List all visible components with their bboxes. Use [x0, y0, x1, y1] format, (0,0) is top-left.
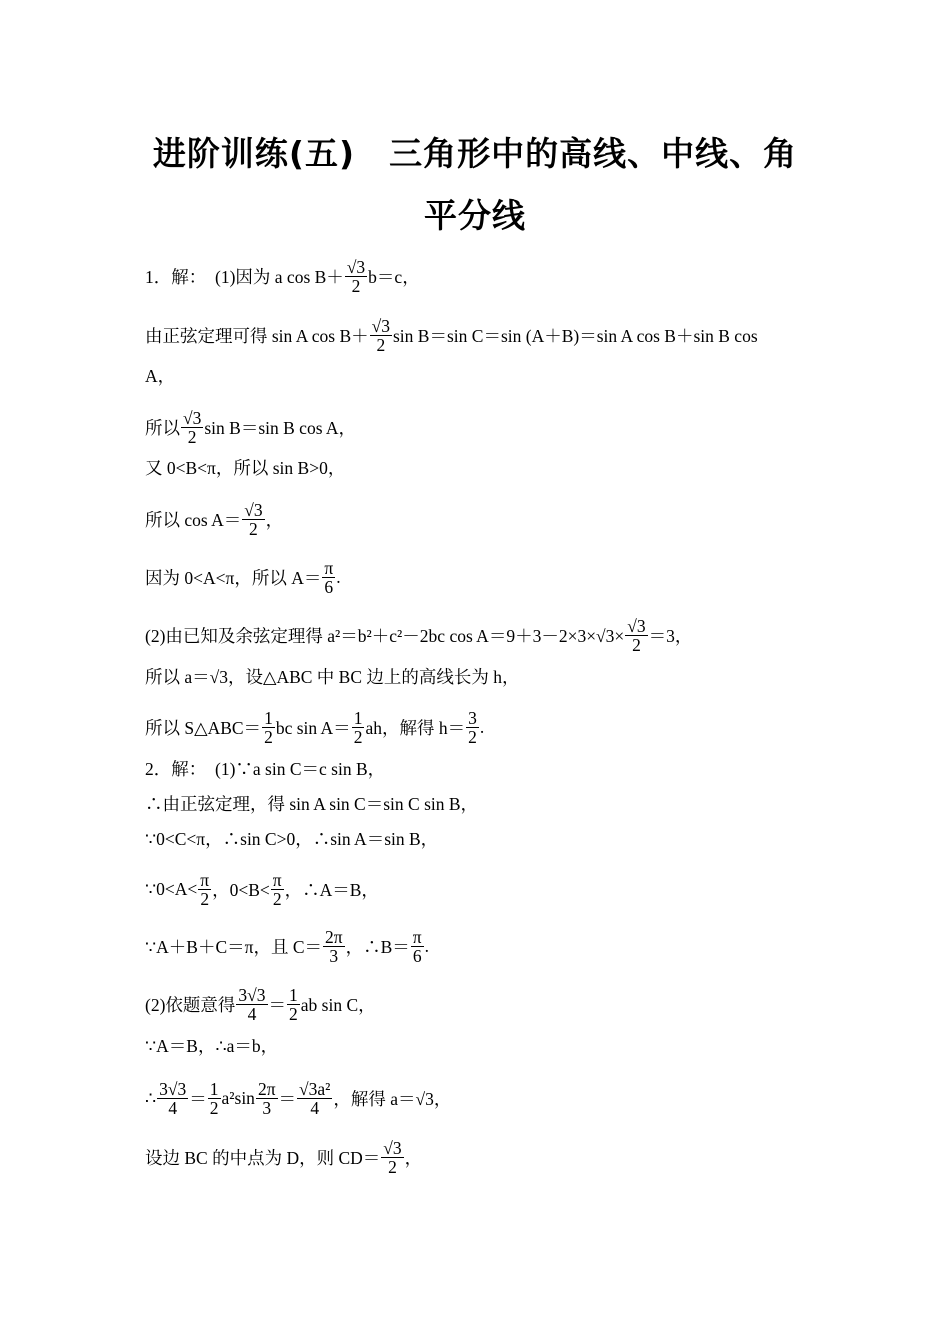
- line-text: sin B＝sin B cos A，: [204, 418, 357, 439]
- fraction-numerator: 1: [209, 1079, 219, 1099]
- fraction-denominator: 2: [632, 635, 641, 656]
- fraction-numerator: √3a²: [299, 1079, 331, 1099]
- fraction-denominator: 2: [249, 519, 258, 540]
- fraction: [345, 258, 367, 296]
- fraction-numerator: 3√3: [159, 1079, 187, 1099]
- fraction: [352, 709, 365, 747]
- line-text: ＝3，: [648, 626, 693, 647]
- fraction-numerator: √3: [244, 500, 263, 520]
- fraction: [242, 501, 264, 539]
- fraction: [625, 617, 647, 655]
- line-text: .: [479, 717, 485, 738]
- fraction: [236, 986, 267, 1024]
- solution-line: [145, 501, 810, 539]
- solution-line: [145, 826, 810, 851]
- fraction-denominator: 2: [468, 727, 477, 748]
- line-text: ∴: [145, 1088, 157, 1109]
- solution-line: [145, 986, 810, 1024]
- fraction-denominator: 2: [289, 1004, 298, 1025]
- line-text: ∴由正弦定理，得 sin A sin C＝sin C sin B，: [145, 794, 479, 814]
- fraction: [411, 928, 424, 966]
- fraction-numerator: 2π: [325, 927, 343, 947]
- fraction: [181, 409, 203, 447]
- line-text: ah，解得 h＝: [365, 718, 466, 739]
- fraction-numerator: 1: [353, 708, 363, 728]
- line-text: ，∴A＝B，: [284, 880, 379, 901]
- line-text: a²sin: [221, 1088, 255, 1109]
- line-text: ，∴B＝: [345, 937, 410, 958]
- fraction: [256, 1080, 278, 1118]
- line-text: ，: [265, 510, 284, 531]
- fraction-denominator: 2: [351, 276, 361, 297]
- line-text: ＝: [278, 1089, 297, 1110]
- line-text: ab sin C，: [300, 995, 376, 1016]
- fraction-numerator: 2π: [257, 1079, 276, 1099]
- fraction-numerator: √3: [383, 1138, 402, 1158]
- line-text: ＝: [268, 995, 287, 1016]
- solution-line: [145, 363, 810, 388]
- line-text: 因为 0<A<π，所以 A＝: [145, 568, 322, 589]
- line-text: ，解得 a＝√3，: [333, 1089, 452, 1110]
- fraction: [466, 709, 479, 747]
- line-text: (2)由已知及余弦定理得 a²＝b²＋c²－2bc cos A＝9＋3－2×3×√3×: [145, 626, 625, 647]
- line-text: ∵0<C<π，∴sin C>0，∴sin A＝sin B，: [145, 829, 439, 849]
- solution-line: [145, 1139, 810, 1177]
- fraction-numerator: 3: [468, 708, 477, 728]
- fraction: [297, 1080, 332, 1118]
- line-text: ，0<B<: [212, 880, 270, 901]
- fraction-numerator: 1: [289, 985, 298, 1005]
- solution-line: [145, 455, 810, 480]
- fraction-numerator: √3: [183, 408, 202, 428]
- solution-line: [145, 317, 810, 355]
- solution-line: [145, 871, 810, 909]
- solution-line: [145, 617, 810, 655]
- fraction-denominator: 4: [168, 1098, 178, 1119]
- line-text: 2．解： (1)∵a sin C＝c sin B，: [145, 759, 386, 779]
- fraction-numerator: π: [412, 927, 422, 947]
- fraction-numerator: π: [272, 870, 282, 890]
- fraction: [262, 709, 275, 747]
- fraction-denominator: 4: [247, 1004, 257, 1025]
- line-text: ∵0<A<: [145, 879, 198, 900]
- line-text: .: [424, 936, 429, 957]
- line-text: ∵A＋B＋C＝π，且 C＝: [145, 937, 322, 958]
- solution-line: [145, 756, 810, 781]
- solution-line: [145, 1033, 810, 1058]
- fraction-numerator: π: [200, 870, 210, 890]
- fraction: [381, 1139, 403, 1177]
- fraction-denominator: 2: [200, 889, 210, 910]
- page-title-line2: 平分线: [424, 196, 526, 235]
- line-text: ，: [404, 1148, 423, 1169]
- fraction-denominator: 2: [388, 1157, 397, 1178]
- fraction-denominator: 4: [310, 1098, 320, 1119]
- fraction-denominator: 2: [376, 335, 386, 356]
- fraction: [287, 986, 300, 1024]
- fraction-denominator: 3: [262, 1098, 272, 1119]
- fraction-denominator: 2: [272, 889, 282, 910]
- line-text: A，: [145, 366, 176, 386]
- line-text: b＝c，: [368, 267, 420, 288]
- solution-line: [145, 1080, 810, 1118]
- fraction: [370, 317, 392, 355]
- fraction: [271, 871, 284, 909]
- fraction-denominator: 2: [187, 427, 197, 448]
- fraction-denominator: 2: [264, 727, 273, 748]
- fraction-denominator: 3: [329, 946, 339, 967]
- line-text: 所以 S△ABC＝: [145, 718, 262, 739]
- fraction: [198, 871, 211, 909]
- line-text: 所以 a＝√3，设△ABC 中 BC 边上的高线长为 h，: [145, 667, 520, 687]
- line-text: 又 0<B<π，所以 sin B>0，: [145, 458, 346, 478]
- line-text: bc sin A＝: [275, 718, 351, 739]
- fraction: [157, 1080, 188, 1118]
- solution-line: [145, 559, 810, 597]
- line-text: 所以: [145, 418, 180, 439]
- fraction-denominator: 2: [353, 727, 363, 748]
- fraction-denominator: 6: [324, 577, 334, 598]
- page-title-line1: 进阶训练(五) 三角形中的高线、中线、角: [152, 134, 798, 173]
- fraction-numerator: √3: [346, 257, 366, 277]
- fraction: [322, 559, 335, 597]
- fraction: [323, 928, 345, 966]
- fraction-numerator: √3: [627, 616, 646, 636]
- line-text: 设边 BC 的中点为 D，则 CD＝: [145, 1148, 381, 1169]
- fraction-numerator: √3: [371, 316, 390, 336]
- solution-line: [145, 664, 810, 689]
- solution-line: [145, 791, 810, 816]
- line-text: .: [336, 567, 341, 588]
- line-text: 由正弦定理可得 sin A cos B＋: [145, 326, 369, 347]
- line-text: (2)依题意得: [145, 995, 236, 1016]
- fraction-numerator: 1: [264, 708, 273, 728]
- line-text: ∵A＝B，∴a＝b，: [145, 1036, 279, 1056]
- fraction: [208, 1080, 221, 1118]
- solution-line: [145, 928, 810, 966]
- fraction-denominator: 2: [209, 1098, 219, 1119]
- line-text: 1．解： (1)因为 a cos B＋: [145, 267, 344, 288]
- line-text: ＝: [189, 1089, 207, 1110]
- line-text: sin B＝sin C＝sin (A＋B)＝sin A cos B＋sin B cos: [393, 326, 758, 347]
- line-text: 所以 cos A＝: [145, 510, 242, 531]
- solution-line: [145, 258, 810, 296]
- fraction-numerator: π: [324, 558, 334, 578]
- solution-line: [145, 409, 810, 447]
- fraction-denominator: 6: [412, 946, 422, 967]
- solution-line: [145, 709, 810, 747]
- fraction-numerator: 3√3: [238, 985, 266, 1005]
